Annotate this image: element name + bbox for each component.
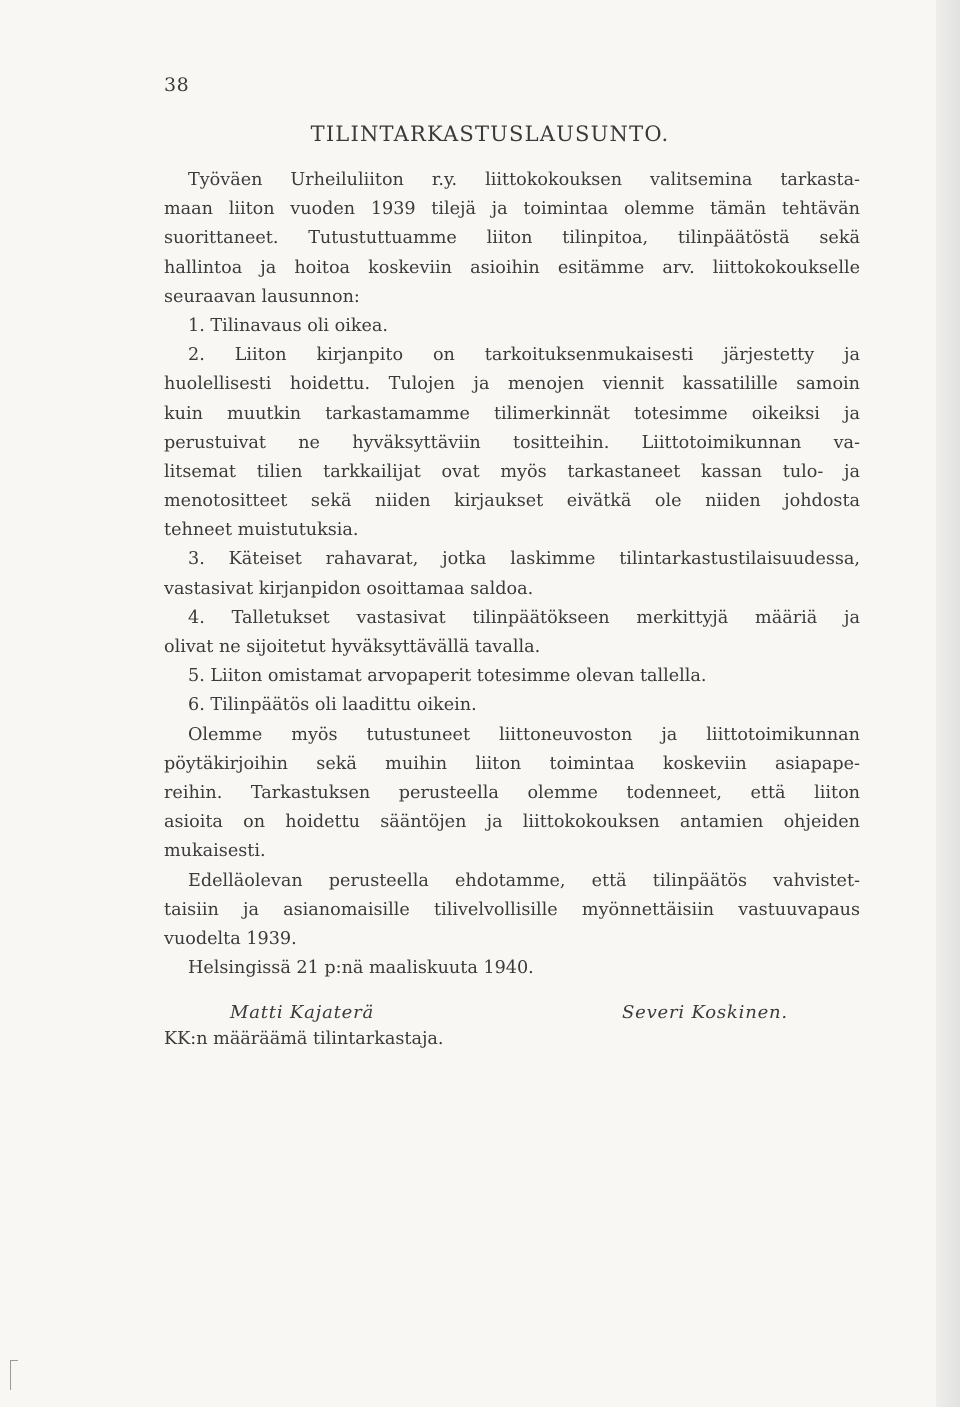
text-line: vuodelta 1939. xyxy=(164,928,297,949)
text-line: huolellisesti hoidettu. Tulojen ja menojen viennit kassatilille samoin xyxy=(164,374,860,395)
text-line: menotositteet sekä niiden kirjaukset eivätkä ole niiden johdosta xyxy=(164,491,860,512)
text-line: 3. Käteiset rahavarat, jotka laskimme tilintarkastustilaisuudessa, xyxy=(188,549,860,570)
text-line: 2. Liiton kirjanpito on tarkoituksenmukaisesti järjestetty ja xyxy=(188,345,860,366)
text-line: reihin. Tarkastuksen perusteella olemme todenneet, että liiton xyxy=(164,782,860,803)
text-line: taisiin ja asianomaisille tilivelvollisille myönnettäisiin vastuuvapaus xyxy=(164,899,860,920)
page-title: TILINTARKASTUSLAUSUNTO. xyxy=(310,122,670,146)
signature-row xyxy=(0,1002,960,1032)
text-line: vastasivat kirjanpidon osoittamaa saldoa. xyxy=(164,578,534,599)
text-line: Edelläolevan perusteella ehdotamme, että tilinpäätös vahvistet- xyxy=(188,870,860,891)
text-line: mukaisesti. xyxy=(164,841,266,862)
scan-mark xyxy=(10,1360,18,1361)
text-line: pöytäkirjoihin sekä muihin liiton toimintaa koskeviin asiapape- xyxy=(164,753,860,774)
text-line: perustuivat ne hyväksyttäviin tositteihin. Liittotoimikunnan va- xyxy=(164,432,860,453)
page-number: 38 xyxy=(164,74,190,96)
signature-left: Matti Kajaterä xyxy=(230,1002,375,1023)
text-line: asioita on hoidettu sääntöjen ja liittokokouksen antamien ohjeiden xyxy=(164,812,860,833)
text-line: litsemat tilien tarkkailijat ovat myös tarkastaneet kassan tulo- ja xyxy=(164,461,860,482)
text-line: olivat ne sijoitetut hyväksyttävällä tavalla. xyxy=(164,637,541,657)
text-line: 4. Talletukset vastasivat tilinpäätökseen merkittyjä määriä ja xyxy=(188,607,860,628)
text-line: tehneet muistutuksia. xyxy=(164,520,359,541)
text-line: Helsingissä 21 p:nä maaliskuuta 1940. xyxy=(188,958,534,979)
signatory-role: KK:n määräämä tilintarkastaja. xyxy=(164,1029,444,1049)
text-line: 5. Liiton omistamat arvopaperit totesimme olevan tallella. xyxy=(188,666,707,687)
text-line: kuin muutkin tarkastamamme tilimerkinnät totesimme oikeiksi ja xyxy=(164,403,860,424)
signature-right: Severi Koskinen. xyxy=(622,1002,788,1023)
text-line: 1. Tilinavaus oli oikea. xyxy=(188,315,389,336)
text-line: hallintoa ja hoitoa koskeviin asioihin esitämme arv. liittokokoukselle xyxy=(164,257,860,278)
scan-mark xyxy=(10,1360,11,1390)
text-line: seuraavan lausunnon: xyxy=(164,286,360,307)
text-line: Työväen Urheiluliiton r.y. liittokokouksen valitsemina tarkasta- xyxy=(188,170,860,190)
text-line: 6. Tilinpäätös oli laadittu oikein. xyxy=(188,695,477,716)
text-line: Olemme myös tutustuneet liittoneuvoston ja liittotoimikunnan xyxy=(188,724,860,745)
text-line: suorittaneet. Tutustuttuamme liiton tilinpitoa, tilinpäätöstä sekä xyxy=(164,228,860,249)
scan-edge xyxy=(936,0,960,1407)
text-line: maan liiton vuoden 1939 tilejä ja toimintaa olemme tämän tehtävän xyxy=(164,199,860,220)
body-text xyxy=(164,166,860,983)
